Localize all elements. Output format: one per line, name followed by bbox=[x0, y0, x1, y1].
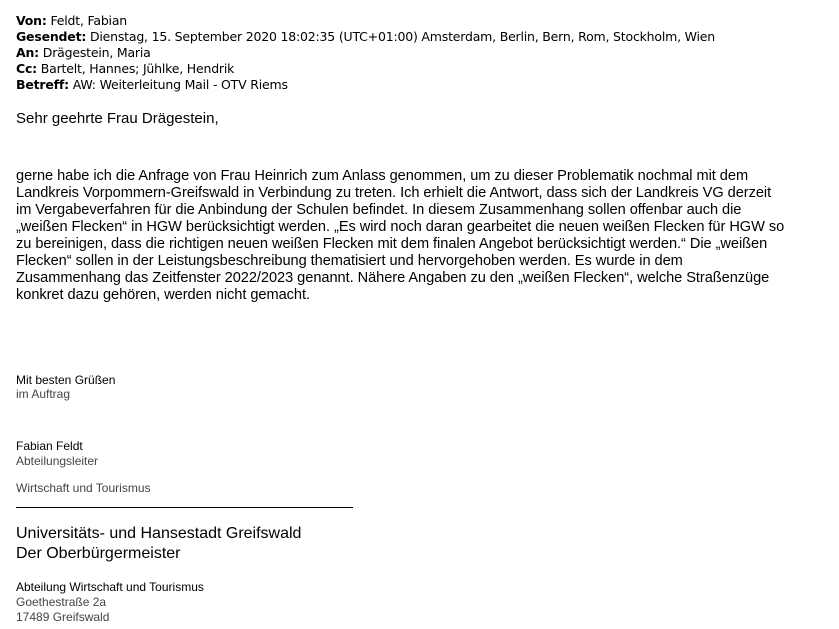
signature-divider bbox=[16, 507, 353, 508]
header-sent-row bbox=[16, 29, 715, 45]
signature-closing: Mit besten Grüßen bbox=[16, 373, 116, 387]
header-cc-row bbox=[16, 61, 715, 77]
header-cc-label: Cc: bbox=[16, 61, 37, 76]
body-line: konkret dazu gehören, werden nicht gemacht. bbox=[16, 287, 310, 303]
header-to-value: Drägestein, Maria bbox=[42, 45, 151, 60]
header-from-value: Feldt, Fabian bbox=[50, 13, 128, 28]
signature-city: 17489 Greifswald bbox=[16, 610, 110, 624]
header-to-label: An: bbox=[16, 45, 39, 60]
signature-department-full: Abteilung Wirtschaft und Tourismus bbox=[16, 580, 204, 594]
body-line: zu bereinigen, dass die richtigen neuen weißen Flecken mit dem finalen Angebot berücksichtigt werden.“ Die „weißen bbox=[16, 236, 768, 252]
header-cc-value: Bartelt, Hannes; Jühlke, Hendrik bbox=[40, 61, 235, 76]
header-subject-value: AW: Weiterleitung Mail - OTV Riems bbox=[72, 77, 288, 92]
organization-line-1: Universitäts- und Hansestadt Greifswald bbox=[16, 525, 302, 542]
message-body bbox=[16, 168, 828, 304]
header-to-row bbox=[16, 45, 715, 61]
body-line: gerne habe ich die Anfrage von Frau Heinrich zum Anlass genommen, um zu dieser Problematik nochmal mit dem bbox=[16, 168, 749, 184]
header-from-row bbox=[16, 13, 715, 29]
signature-on-behalf: im Auftrag bbox=[16, 387, 71, 401]
email-header bbox=[16, 13, 715, 93]
header-subject-label: Betreff: bbox=[16, 77, 69, 92]
body-line: Landkreis Vorpommern-Greifswald in Verbindung zu treten. Ich erhielt die Antwort, dass sich der Landkreis VG derzeit bbox=[16, 185, 772, 201]
organization-line-2: Der Oberbürgermeister bbox=[16, 545, 181, 562]
header-sent-label: Gesendet: bbox=[16, 29, 87, 44]
signature-name: Fabian Feldt bbox=[16, 439, 83, 453]
header-sent-value: Dienstag, 15. September 2020 18:02:35 (UTC+01:00) Amsterdam, Berlin, Bern, Rom, Stockholm, Wien bbox=[89, 29, 715, 44]
header-from-label: Von: bbox=[16, 13, 47, 28]
salutation: Sehr geehrte Frau Drägestein, bbox=[16, 110, 219, 127]
body-line: im Vergabeverfahren für die Anbindung der Schulen befindet. In diesem Zusammenhang sollen offenbar auch die bbox=[16, 202, 742, 218]
body-line: „weißen Flecken“ in HGW berücksichtigt werden. „Es wird noch daran gearbeitet die neuen weißen Flecken für HGW so bbox=[16, 219, 785, 235]
signature-street: Goethestraße 2a bbox=[16, 595, 107, 609]
header-subject-row bbox=[16, 77, 715, 93]
signature-role: Abteilungsleiter bbox=[16, 454, 99, 468]
organization-name bbox=[16, 524, 301, 564]
signature-department: Wirtschaft und Tourismus bbox=[16, 481, 151, 495]
body-line: Flecken“ sollen in der Leistungsbeschreibung thematisiert und hervorgehoben werden. Es wurde in dem bbox=[16, 253, 683, 269]
body-line: Zusammenhang das Zeitfenster 2022/2023 genannt. Nähere Angaben zu den „weißen Flecken“, welche Straßenzüge bbox=[16, 270, 770, 286]
